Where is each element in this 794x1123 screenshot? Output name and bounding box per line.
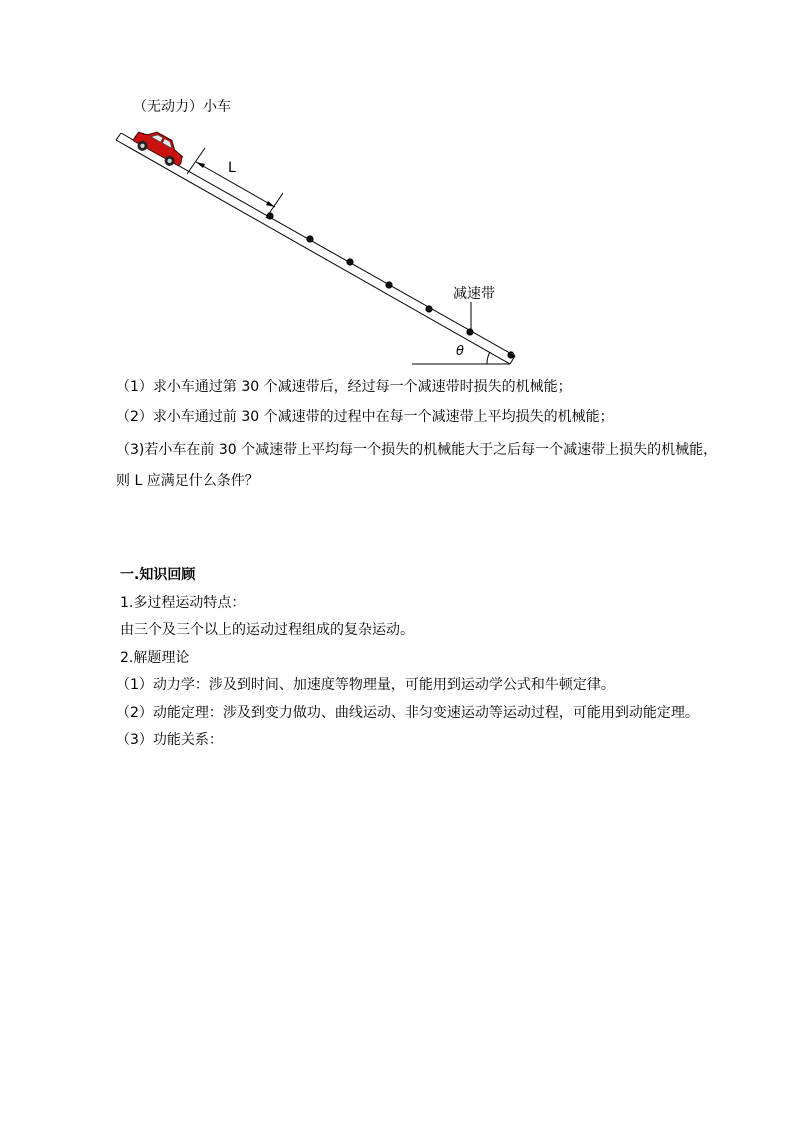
angle-label: θ [456, 344, 464, 359]
question-2: （2）求小车通过前 30 个减速带的过程中在每一个减速带上平均损失的机械能； [116, 409, 614, 425]
item1-body: 由三个及三个以上的运动过程组成的复杂运动。 [120, 622, 414, 638]
item1-title: 1.多过程运动特点： [120, 595, 246, 611]
speed-bump [467, 329, 473, 335]
speed-bump [426, 306, 432, 312]
bump-label: 减速带 [453, 286, 495, 302]
section-heading: 一.知识回顾 [120, 567, 196, 583]
angle-arc [487, 352, 490, 364]
question-3-continued: 则 L 应满足什么条件？ [116, 473, 259, 489]
item2-title: 2.解题理论 [120, 650, 190, 666]
speed-bump [508, 352, 514, 358]
speed-bump [307, 236, 313, 242]
theory-2: （2）动能定理：涉及到变力做功、曲线运动、非匀变速运动等运动过程，可能用到动能定理。 [116, 705, 699, 721]
incline-figure [0, 0, 794, 380]
theory-3: （3）功能关系： [116, 732, 223, 748]
length-label: L [228, 160, 236, 176]
car-caption: （无动力）小车 [133, 99, 231, 115]
question-1: （1）求小车通过第 30 个减速带后，经过每一个减速带时损失的机械能； [116, 379, 572, 395]
speed-bump [386, 282, 392, 288]
ramp [116, 133, 515, 364]
car-icon [130, 124, 188, 171]
question-3: （3)若小车在前 30 个减速带上平均每一个损失的机械能大于之后每一个减速带上损失的机械能， [116, 442, 718, 458]
speed-bump [347, 259, 353, 265]
theory-1: （1）动力学：涉及到时间、加速度等物理量，可能用到运动学公式和牛顿定律。 [116, 677, 615, 693]
